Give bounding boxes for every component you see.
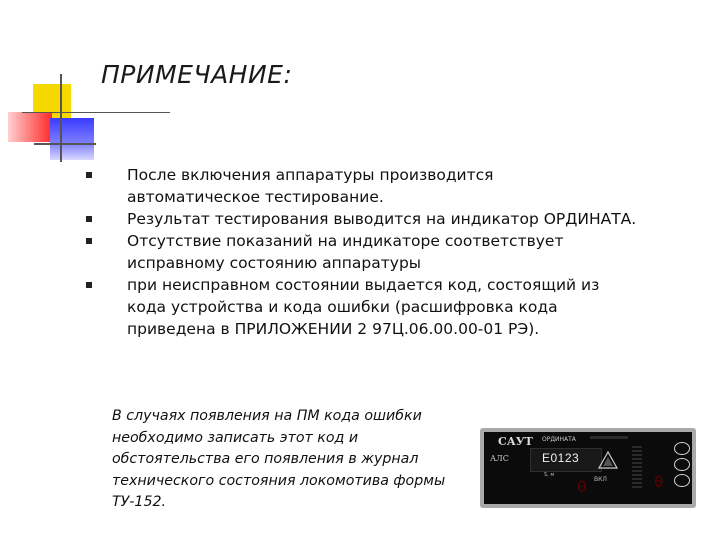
button-round-icon [674, 474, 690, 487]
bullet-item [86, 274, 696, 340]
note-line: В случаях появления на ПМ кода ошибки [112, 408, 422, 424]
device-panel-image [480, 428, 696, 508]
bullet-line: Отсутствие показаний на индикаторе соответствует [127, 232, 564, 250]
digit-display-left: 0 [577, 477, 587, 496]
decor-horizontal-line [22, 112, 170, 113]
bullet-line: приведена в ПРИЛОЖЕНИИ 2 97Ц.06.00.00-01 РЭ). [127, 320, 540, 338]
note-paragraph [112, 406, 482, 514]
square-bullet-icon [86, 216, 92, 222]
note-line: ТУ-152. [112, 494, 167, 510]
square-bullet-icon [86, 238, 92, 244]
emblem-icon [597, 450, 619, 472]
bullet-list [86, 164, 696, 340]
speaker-grille [632, 446, 642, 490]
decor-blue-square [50, 118, 94, 160]
decor-vertical-line [60, 74, 62, 162]
bullet-line: Результат тестирования выводится на индикатор ОРДИНАТА. [127, 210, 637, 228]
decor-horizontal-line-short [34, 143, 96, 145]
device-top-label-bar [590, 436, 628, 439]
bullet-item [86, 208, 696, 230]
bullet-line: После включения аппаратуры производится [127, 166, 494, 184]
error-code-display: E0123 [542, 451, 580, 465]
bullet-line: автоматическое тестирование. [127, 188, 384, 206]
note-line: обстоятельства его появления в журнал [112, 451, 419, 467]
indicator-sublabel: S, м [544, 472, 555, 478]
note-line: технического состояния локомотива формы [112, 472, 446, 489]
bullet-item [86, 164, 696, 208]
square-bullet-icon [86, 172, 92, 178]
digit-display-right: 0 [654, 472, 664, 491]
bullet-line: при неисправном состоянии выдается код, состоящий из [127, 276, 600, 294]
bullet-line: исправному состоянию аппаратуры [127, 254, 422, 272]
bullet-line: кода устройства и кода ошибки (расшифровка кода [127, 298, 558, 316]
power-label: ВКЛ [594, 476, 607, 483]
slide-title: ПРИМЕЧАНИЕ: [101, 60, 293, 89]
decor-red-square [8, 112, 52, 142]
button-round-icon [674, 442, 690, 455]
device-brand: САУТ [498, 435, 533, 448]
note-line: необходимо записать этот код и [112, 429, 359, 446]
bullet-item [86, 230, 696, 274]
square-bullet-icon [86, 282, 92, 288]
button-round-icon [674, 458, 690, 471]
indicator-label: ОРДИНАТА [542, 436, 576, 443]
device-side-label: АЛС [490, 454, 509, 463]
